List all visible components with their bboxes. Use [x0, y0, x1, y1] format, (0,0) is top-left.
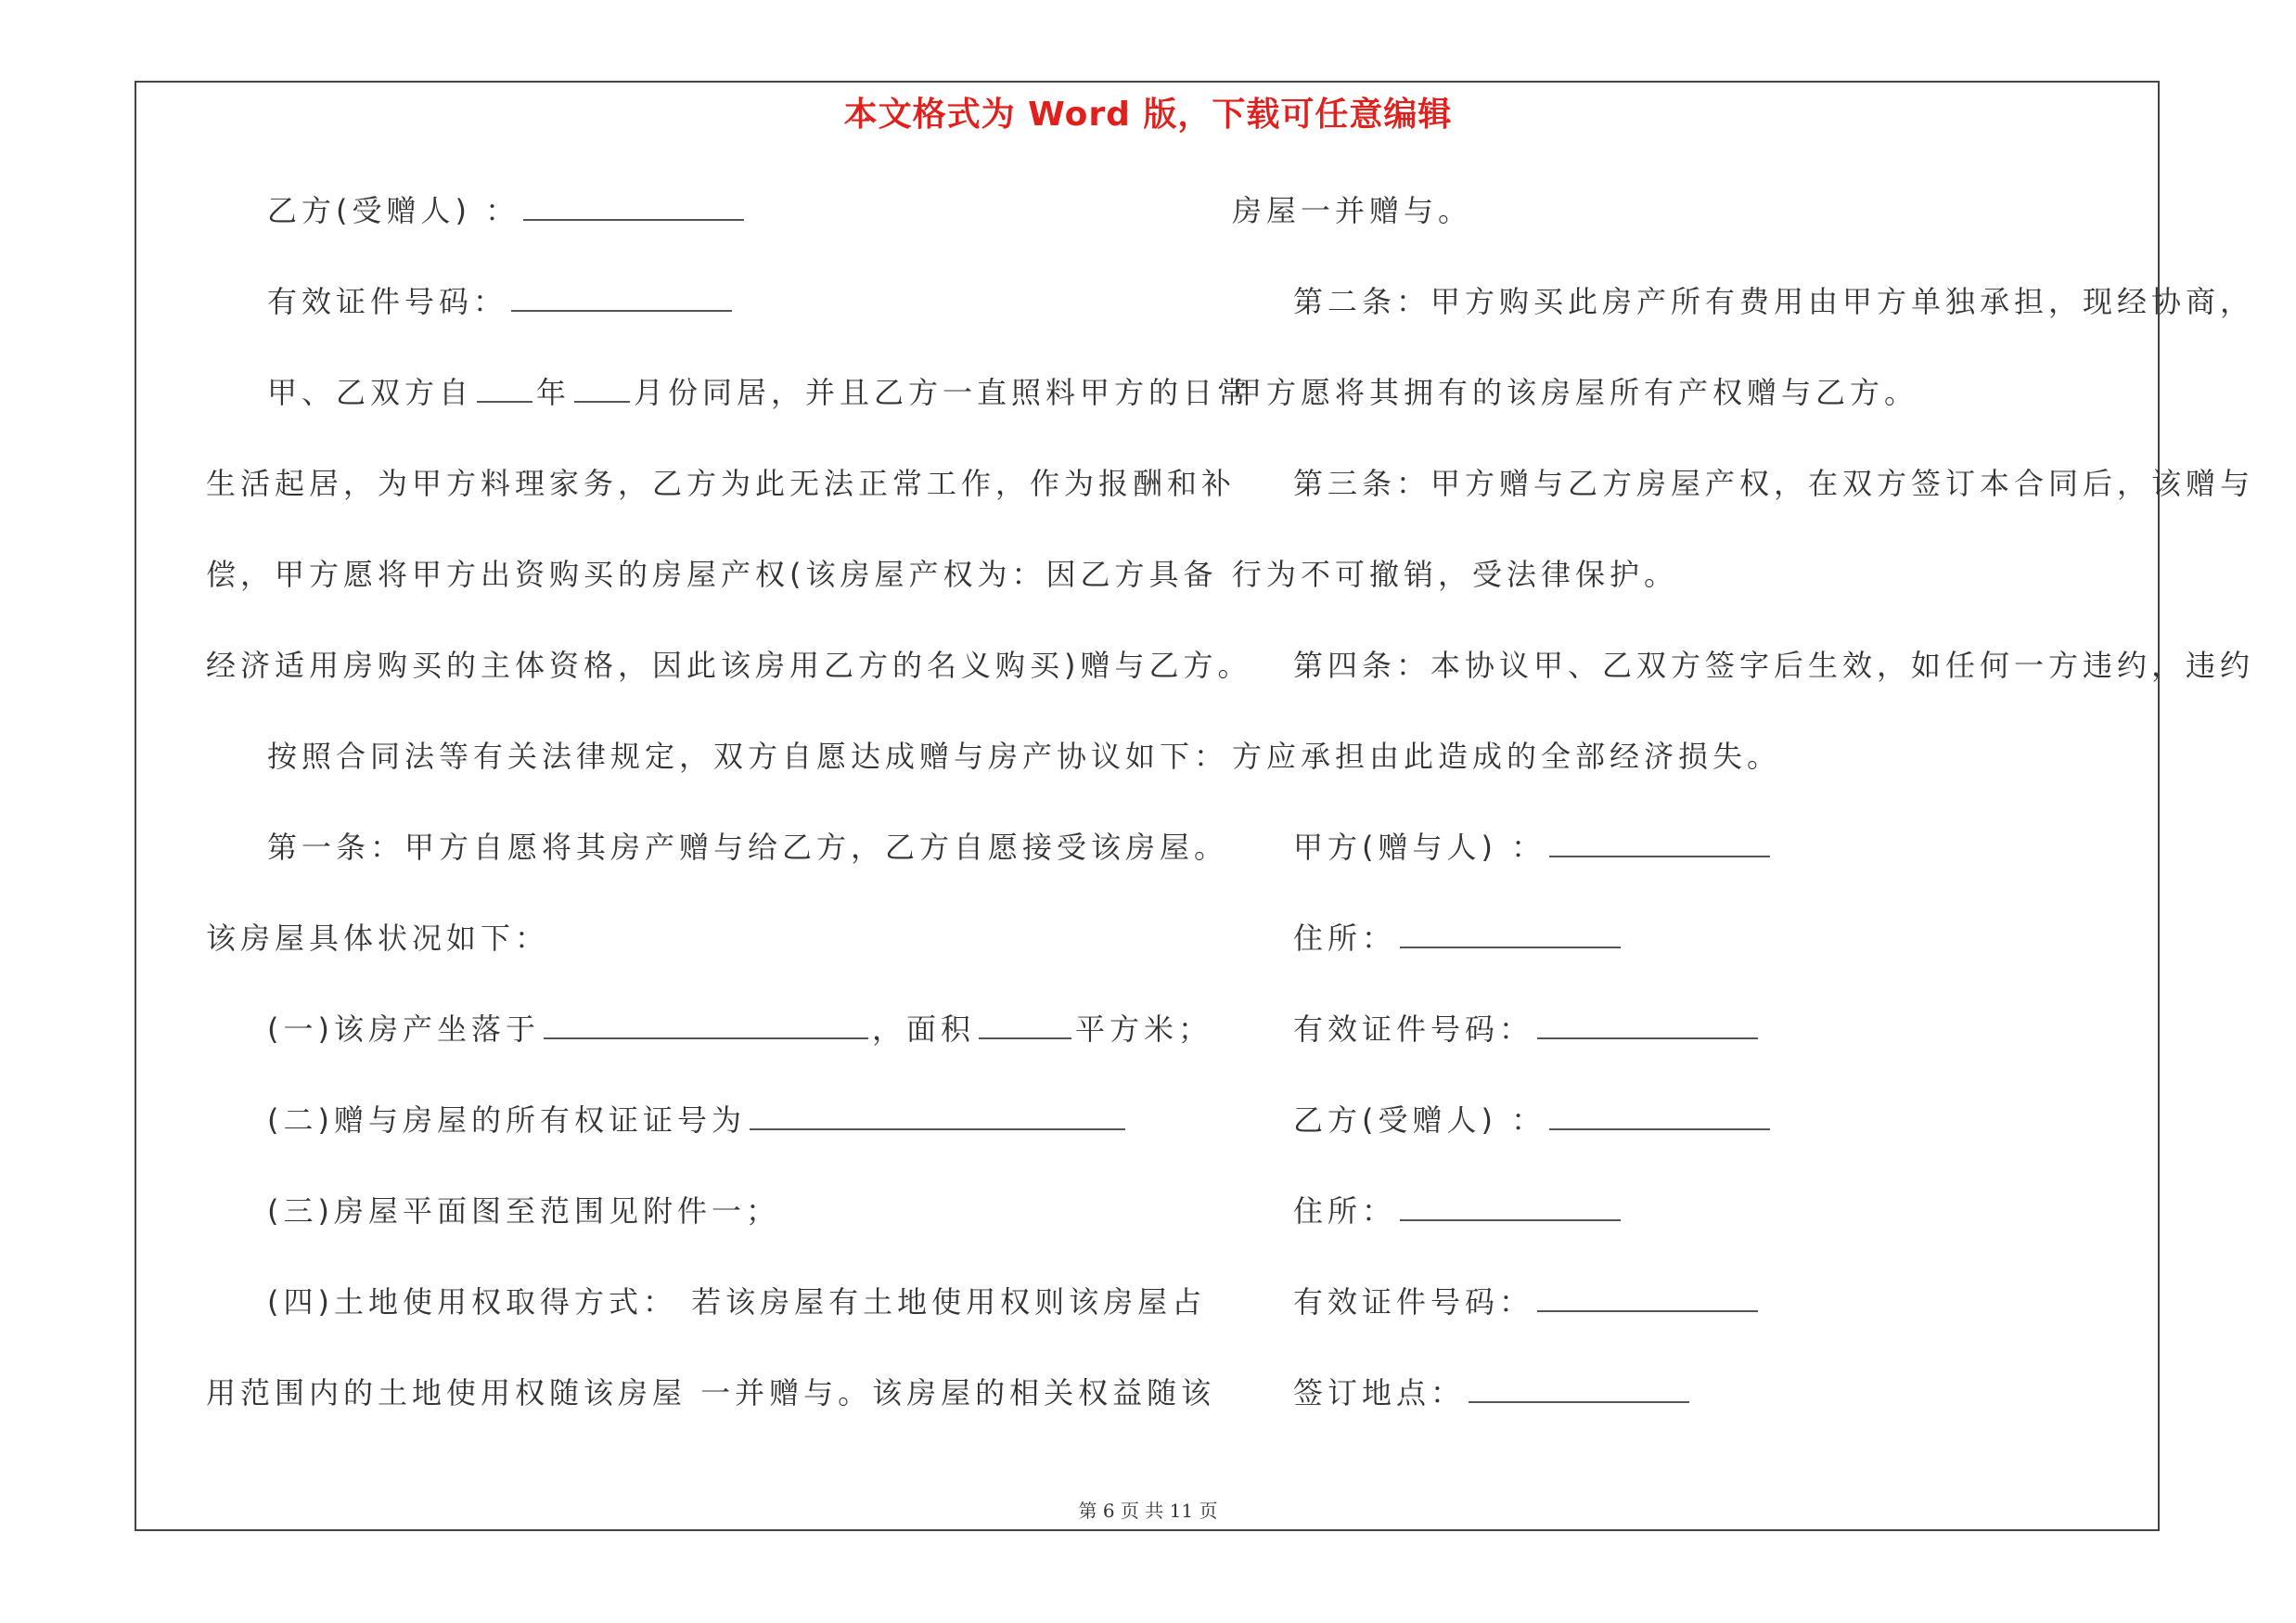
clause-4-line: 第四条：本协议甲、乙双方签字后生效，如任何一方违约，违约 [1293, 648, 2255, 683]
donor-party-line: 甲方(赠与人) ： [1293, 824, 1774, 870]
donor-id-line: 有效证件号码： [1293, 1006, 1762, 1052]
blank-field[interactable] [1400, 921, 1621, 948]
paragraph-line: (三)房屋平面图至范围见附件一； [267, 1193, 780, 1229]
blank-field[interactable] [1400, 1193, 1621, 1221]
clause-2-line: 第二条：甲方购买此房产所有费用由甲方单独承担，现经协商， [1293, 284, 2255, 319]
paragraph-line: 偿，甲方愿将甲方出资购买的房屋产权(该房屋产权为：因乙方具备 [206, 557, 1218, 592]
blank-field[interactable] [1537, 1011, 1758, 1039]
blank-field[interactable] [979, 1011, 1071, 1039]
format-banner: 本文格式为 Word 版，下载可任意编辑 [843, 96, 1453, 134]
recipient-party-line: 乙方(受赠人) ： [1293, 1097, 1774, 1143]
paragraph-line: 房屋一并赠与。 [1232, 193, 1473, 228]
blank-field[interactable] [1469, 1375, 1689, 1403]
certificate-number-line: (二)赠与房屋的所有权证证号为 [267, 1097, 1129, 1143]
clause-1-line: 第一条：甲方自愿将其房产赠与给乙方，乙方自愿接受该房屋。 [267, 830, 1229, 865]
paragraph-line: 生活起居，为甲方料理家务，乙方为此无法正常工作，作为报酬和补 [206, 466, 1237, 501]
recipient-party-line: 乙方(受赠人) ： [267, 187, 748, 234]
donor-address-line: 住所： [1293, 915, 1624, 961]
paragraph-line: 该房屋具体状况如下： [206, 921, 550, 956]
blank-field[interactable] [511, 284, 732, 312]
paragraph-line: 经济适用房购买的主体资格，因此该房用乙方的名义购买)赠与乙方。 [206, 648, 1252, 683]
blank-field[interactable] [1537, 1284, 1758, 1312]
paragraph-line: 按照合同法等有关法律规定，双方自愿达成赠与房产协议如下： [267, 739, 1229, 774]
signing-place-line: 签订地点： [1293, 1370, 1693, 1416]
property-location-line: (一)该房产坐落于 ，面积 平方米； [267, 1011, 1213, 1047]
clause-3-line: 第三条：甲方赠与乙方房屋产权，在双方签订本合同后，该赠与 [1293, 466, 2255, 501]
paragraph-line: (四)土地使用权取得方式： 若该房屋有土地使用权则该房屋占 [267, 1284, 1207, 1320]
paragraph-line: 行为不可撤销，受法律保护。 [1232, 557, 1679, 592]
blank-field[interactable] [750, 1102, 1125, 1130]
paragraph-line: 甲方愿将其拥有的该房屋所有产权赠与乙方。 [1232, 375, 1919, 410]
paragraph-line: 用范围内的土地使用权随该房屋 一并赠与。该房屋的相关权益随该 [206, 1375, 1216, 1410]
blank-field[interactable] [574, 375, 630, 403]
recipient-id-line: 有效证件号码： [1293, 1279, 1762, 1325]
blank-field[interactable] [477, 375, 532, 403]
paragraph-line: 方应承担由此造成的全部经济损失。 [1232, 739, 1782, 774]
recipient-address-line: 住所： [1293, 1188, 1624, 1234]
blank-field[interactable] [523, 193, 744, 221]
paragraph-line: 甲、乙双方自 年 月份同居，并且乙方一直照料甲方的日常 [267, 375, 1252, 410]
page-number: 第 6 页 共 11 页 [1078, 1500, 1218, 1522]
blank-field[interactable] [544, 1011, 868, 1039]
blank-field[interactable] [1549, 830, 1770, 857]
id-number-line: 有效证件号码： [267, 278, 736, 325]
blank-field[interactable] [1549, 1102, 1770, 1130]
